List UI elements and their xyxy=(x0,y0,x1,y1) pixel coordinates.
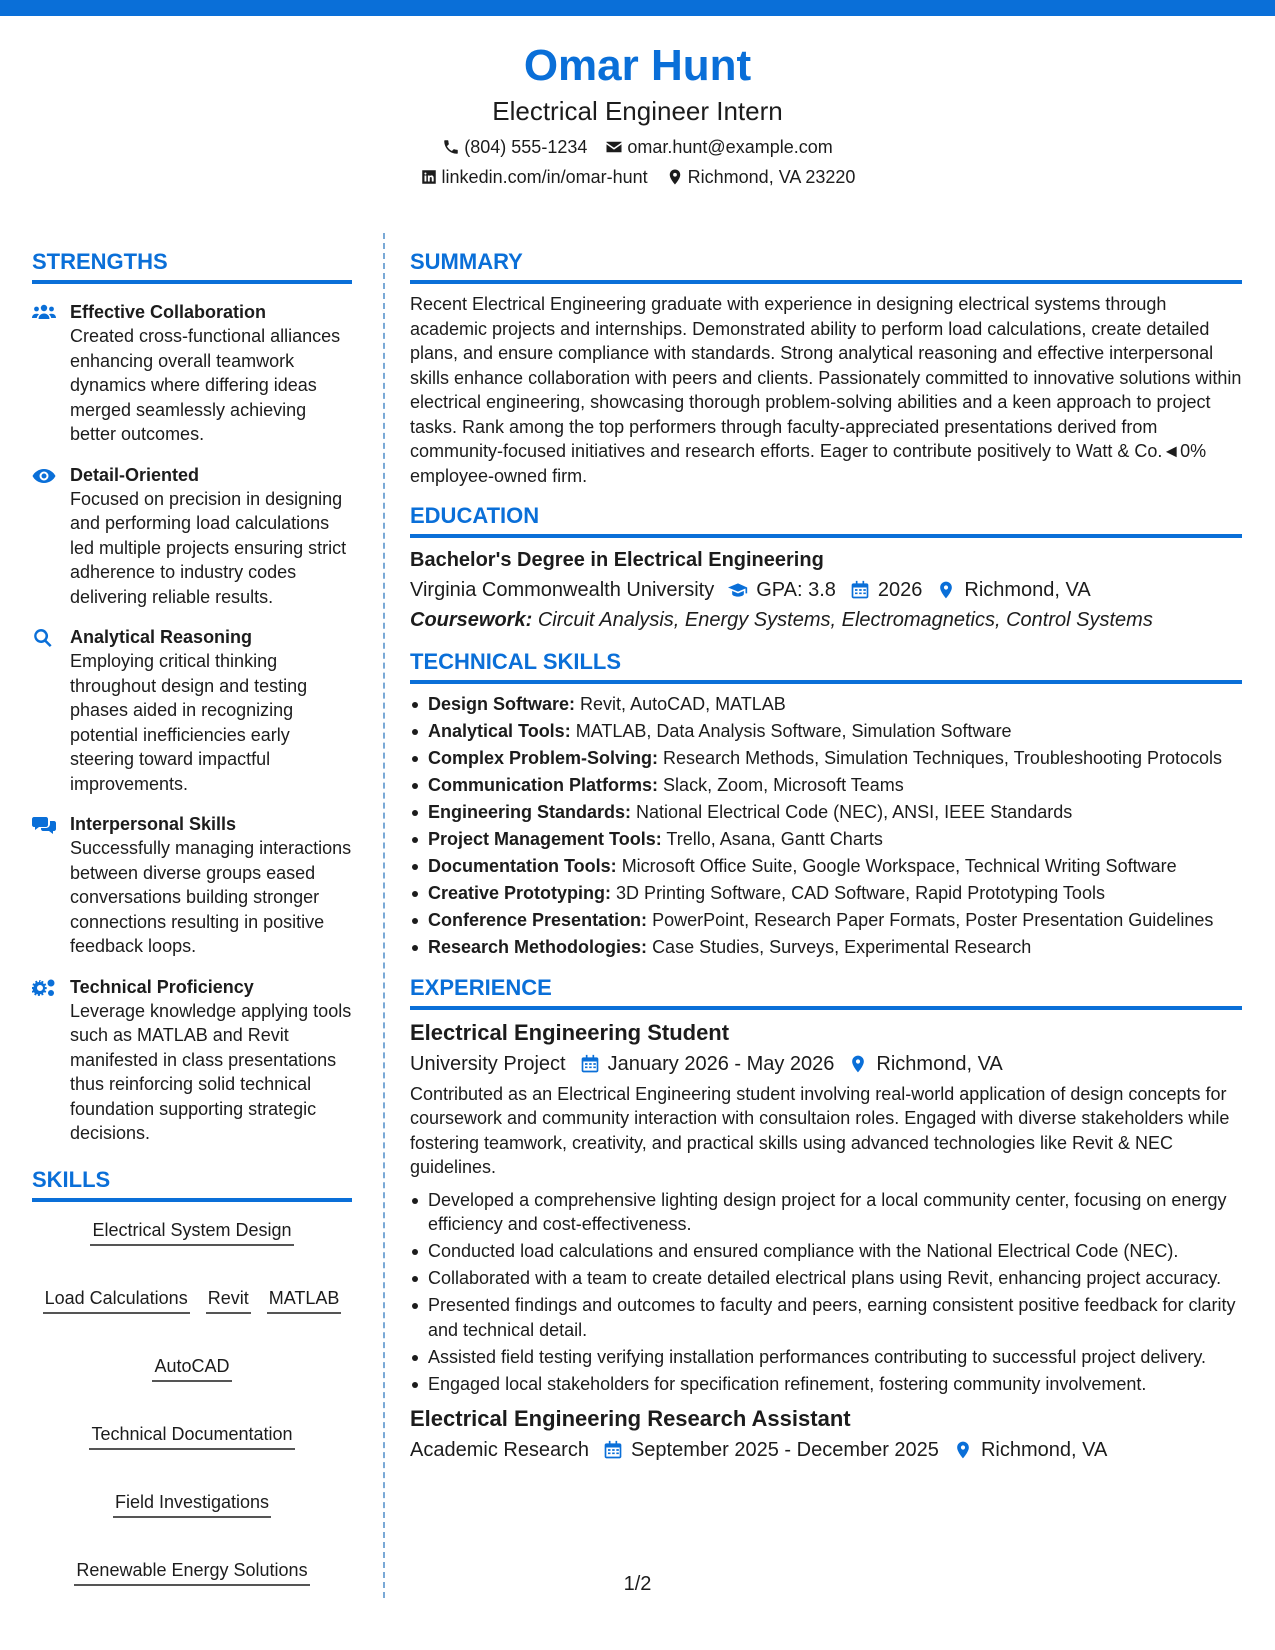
tech-label: Analytical Tools: xyxy=(428,721,571,741)
education-meta xyxy=(410,576,1242,604)
job-dates: September 2025 - December 2025 xyxy=(630,1439,939,1461)
job-org: University Project xyxy=(410,1052,566,1075)
phone-text: (804) 555-1234 xyxy=(464,137,588,157)
tech-value: 3D Printing Software, CAD Software, Rapid Prototyping Tools xyxy=(616,883,1105,903)
linkedin-contact[interactable] xyxy=(420,166,648,188)
skills-heading: SKILLS xyxy=(32,1166,352,1202)
job-bullets xyxy=(410,1188,1242,1397)
gpa-text: GPA: 3.8 xyxy=(756,579,836,601)
year-text: 2026 xyxy=(877,579,923,601)
calendar-icon xyxy=(580,1054,600,1074)
phone-icon xyxy=(442,138,460,156)
list-item: Developed a comprehensive lighting design project for a local community center, focusing on energy efficiency and cost-effectiveness. xyxy=(410,1188,1242,1237)
list-item xyxy=(410,908,1242,933)
map-pin-icon xyxy=(936,580,956,600)
strength-title: Effective Collaboration xyxy=(70,302,267,322)
tech-label: Creative Prototyping: xyxy=(428,883,612,903)
job-meta xyxy=(410,1050,1242,1078)
contact-row-2 xyxy=(0,166,1275,188)
technical-skills-list xyxy=(410,692,1242,960)
skills-list xyxy=(32,1218,352,1586)
summary-text: Recent Electrical Engineering graduate with experience in designing electrical systems through academic projects and internships. Demonstrated ability to perform load calculations, create detailed plans, and ensure compliance with standards. Strong analytical reasoning and effective interpersonal skills enhance collaboration with peers and clients. Passionately committed to innovative solutions within electrical engineering, showcasing thorough problem-solving abilities and a keen approach to project tasks. Rank among the top performers through faculty-appreciated presentations derived from community-focused initiatives and research efforts. Eager to contribute positively to Watt & Co.◄0% employee-owned firm. xyxy=(410,294,1242,486)
list-item xyxy=(410,935,1242,960)
tech-value: Revit, AutoCAD, MATLAB xyxy=(580,694,786,714)
tech-label: Research Methodologies: xyxy=(428,937,648,957)
tech-value: National Electrical Code (NEC), ANSI, IEEE Standards xyxy=(636,802,1073,822)
job-description: Contributed as an Electrical Engineering student involving real-world application of design concepts for coursework and community interaction with consultaion roles. Engaged with diverse stakeholders while fostering teamwork, creativity, and practical skills using advanced technologies like Revit & NEC guidelines. xyxy=(410,1083,1230,1177)
job-dates: January 2026 - May 2026 xyxy=(607,1052,835,1075)
linkedin-icon xyxy=(420,168,438,186)
list-item: Conducted load calculations and ensured compliance with the National Electrical Code (NEC). xyxy=(410,1239,1242,1264)
column-divider xyxy=(383,233,385,1598)
coursework-text: Circuit Analysis, Energy Systems, Electromagnetics, Control Systems xyxy=(537,609,1153,631)
technical-skills-heading: TECHNICAL SKILLS xyxy=(410,648,1242,684)
tech-label: Conference Presentation: xyxy=(428,910,648,930)
map-pin-icon xyxy=(848,1054,868,1074)
eye-icon xyxy=(32,466,56,486)
skill-chip: MATLAB xyxy=(267,1286,342,1314)
strengths-heading: STRENGTHS xyxy=(32,248,352,284)
list-item xyxy=(410,692,1242,717)
tech-label: Complex Problem-Solving: xyxy=(428,748,659,768)
right-column xyxy=(410,248,1242,1464)
map-pin-icon xyxy=(953,1440,973,1460)
job-title: Electrical Engineering Research Assistant xyxy=(410,1406,851,1431)
edu-location-item xyxy=(936,576,1090,604)
strength-item xyxy=(32,463,352,610)
strength-title: Detail-Oriented xyxy=(70,464,200,485)
list-item: Collaborated with a team to create detailed electrical plans using Revit, enhancing project accuracy. xyxy=(410,1266,1242,1291)
list-item xyxy=(410,773,1242,798)
tech-label: Documentation Tools: xyxy=(428,856,617,876)
strength-text: Leverage knowledge applying tools such as MATLAB and Revit manifested in class presentations thus reinforcing solid technical foundation supporting strategic decisions. xyxy=(70,1000,352,1143)
list-item xyxy=(410,827,1242,852)
education-heading: EDUCATION xyxy=(410,502,1242,538)
skill-chip: Electrical System Design xyxy=(90,1218,293,1246)
tech-label: Project Management Tools: xyxy=(428,829,662,849)
skill-chip: AutoCAD xyxy=(152,1354,231,1382)
map-pin-icon xyxy=(666,168,684,186)
page-number: 1/2 xyxy=(623,1573,652,1595)
resume-header xyxy=(0,40,1275,188)
phone-contact[interactable] xyxy=(442,136,587,158)
job-location: Richmond, VA xyxy=(876,1052,1003,1075)
location-contact xyxy=(666,166,856,188)
coursework-line xyxy=(410,606,1242,634)
email-text: omar.hunt@example.com xyxy=(627,137,833,157)
search-icon xyxy=(32,628,56,648)
summary-heading: SUMMARY xyxy=(410,248,1242,284)
tech-value: PowerPoint, Research Paper Formats, Poster Presentation Guidelines xyxy=(652,910,1214,930)
skill-chip: Load Calculations xyxy=(43,1286,190,1314)
year-item xyxy=(850,576,923,604)
job-location-item xyxy=(953,1436,1107,1464)
list-item xyxy=(410,746,1242,771)
list-item: Engaged local stakeholders for specification refinement, fostering community involvement. xyxy=(410,1372,1242,1397)
skill-chip: Revit xyxy=(206,1286,251,1314)
tech-label: Engineering Standards: xyxy=(428,802,632,822)
job-location-item xyxy=(848,1050,1002,1078)
school-name: Virginia Commonwealth University xyxy=(410,579,715,601)
candidate-role: Electrical Engineer Intern xyxy=(492,96,783,126)
list-item: Presented findings and outcomes to faculty and peers, earning consistent positive feedback for clarity and technical detail. xyxy=(410,1293,1242,1342)
email-contact[interactable] xyxy=(605,136,832,158)
strength-text: Employing critical thinking throughout design and testing phases aided in recognizing potential inefficiencies early steering toward impactful improvements. xyxy=(70,651,308,794)
envelope-icon xyxy=(605,138,623,156)
list-item xyxy=(410,719,1242,744)
edu-location-text: Richmond, VA xyxy=(964,579,1091,601)
strength-item xyxy=(32,812,352,959)
gears-icon xyxy=(32,978,56,998)
chat-icon xyxy=(32,815,56,835)
candidate-name: Omar Hunt xyxy=(523,41,752,90)
left-column xyxy=(32,248,352,1586)
job-org: Academic Research xyxy=(410,1439,589,1461)
tech-label: Communication Platforms: xyxy=(428,775,659,795)
list-item xyxy=(410,800,1242,825)
skill-chip: Field Investigations xyxy=(113,1490,271,1518)
list-item xyxy=(410,854,1242,879)
list-item: Assisted field testing verifying installation performances contributing to successful project delivery. xyxy=(410,1345,1242,1370)
job-meta xyxy=(410,1436,1242,1464)
strength-title: Interpersonal Skills xyxy=(70,814,237,834)
strength-text: Focused on precision in designing and performing load calculations led multiple projects ensuring strict adherence to industry codes delivering reliable results. xyxy=(70,488,347,607)
tech-value: Slack, Zoom, Microsoft Teams xyxy=(663,775,904,795)
job-dates-item xyxy=(580,1050,835,1078)
tech-value: Case Studies, Surveys, Experimental Research xyxy=(652,937,1032,957)
contact-row-1 xyxy=(0,136,1275,158)
top-accent-bar xyxy=(0,0,1275,16)
strength-text: Created cross-functional alliances enhancing overall teamwork dynamics where differing ideas merged seamlessly achieving better outcomes. xyxy=(70,326,341,444)
calendar-icon xyxy=(603,1440,623,1460)
degree-title: Bachelor's Degree in Electrical Engineering xyxy=(410,549,824,571)
job-dates-item xyxy=(603,1436,939,1464)
graduation-cap-icon xyxy=(728,580,748,600)
gpa-item xyxy=(728,576,836,604)
coursework-label: Coursework: xyxy=(410,609,533,631)
strength-title: Analytical Reasoning xyxy=(70,627,253,647)
strength-item xyxy=(32,625,352,796)
strength-item xyxy=(32,300,352,447)
strength-text: Successfully managing interactions between diverse groups eased conversations building stronger connections resulting in positive feedback loops. xyxy=(70,838,352,956)
tech-value: Microsoft Office Suite, Google Workspace, Technical Writing Software xyxy=(621,856,1177,876)
linkedin-text: linkedin.com/in/omar-hunt xyxy=(441,167,648,187)
experience-heading: EXPERIENCE xyxy=(410,974,1242,1010)
calendar-icon xyxy=(850,580,870,600)
location-text: Richmond, VA 23220 xyxy=(687,167,856,187)
tech-value: MATLAB, Data Analysis Software, Simulation Software xyxy=(575,721,1012,741)
tech-value: Research Methods, Simulation Techniques, Troubleshooting Protocols xyxy=(663,748,1223,768)
tech-value: Trello, Asana, Gantt Charts xyxy=(666,829,883,849)
job-location: Richmond, VA xyxy=(980,1439,1108,1461)
job-title: Electrical Engineering Student xyxy=(410,1019,730,1045)
list-item xyxy=(410,881,1242,906)
skill-chip: Renewable Energy Solutions xyxy=(74,1558,309,1586)
strength-item xyxy=(32,975,352,1146)
strength-title: Technical Proficiency xyxy=(70,976,254,997)
tech-label: Design Software: xyxy=(428,694,576,714)
skill-chip: Technical Documentation xyxy=(89,1422,294,1450)
users-icon xyxy=(32,303,56,323)
